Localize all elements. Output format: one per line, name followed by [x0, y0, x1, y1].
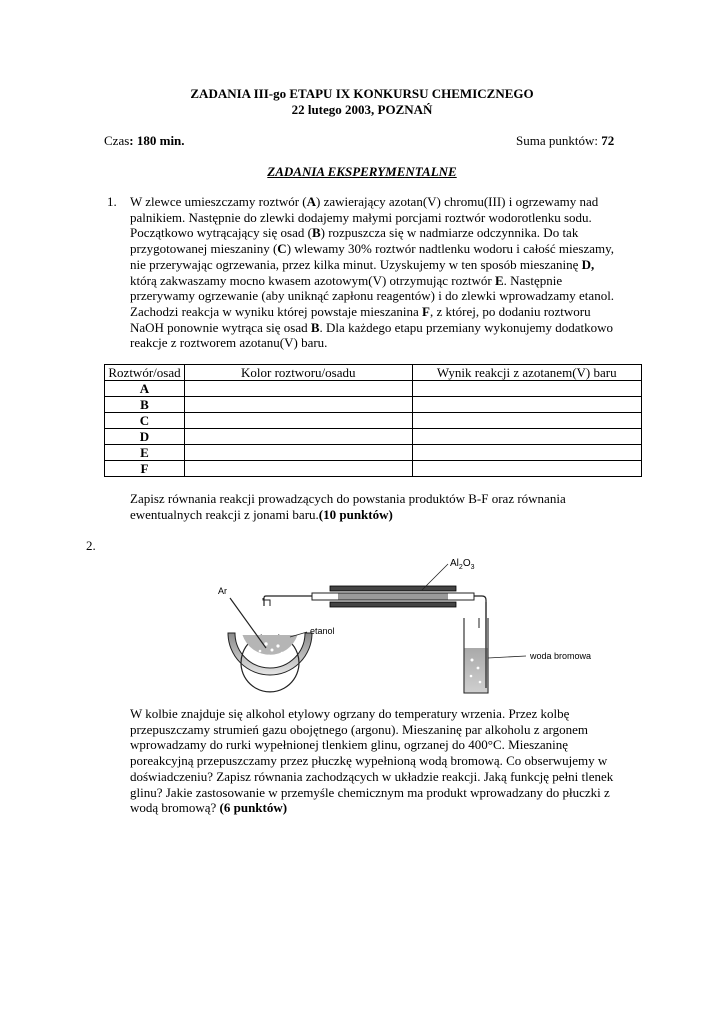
- heater-top: [330, 586, 456, 591]
- bubble: [477, 667, 480, 670]
- bubble: [470, 675, 473, 678]
- task1-line-4: przygotowanej mieszaniny (C) wlewamy 30% roztwór nadtlenku wodoru i całość mieszamy,: [130, 241, 614, 257]
- ethanol-liquid: [243, 635, 298, 655]
- wash-bottle: [464, 602, 488, 693]
- table-header-cell: Kolor roztworu/osadu: [184, 365, 412, 381]
- time-info: [104, 133, 185, 149]
- document-title: ZADANIA III-go ETAPU IX KONKURSU CHEMICZNEGO: [190, 86, 534, 101]
- task1-line-9: NaOH ponownie wytrąca się osad B. Dla każdego etapu przemiany wykonujemy dodatkowo: [130, 319, 614, 335]
- table-header-cell: Roztwór/osad: [105, 365, 185, 381]
- row-label: F: [105, 461, 185, 477]
- task1-line-7: przerywamy ogrzewanie (aby uniknąć zapłonu reagentów) i do zlewki wprowadzamy etanol.: [130, 288, 615, 304]
- apparatus-diagram: [200, 548, 610, 700]
- task1-line-2: palnikiem. Następnie do zlewki dodajemy małymi porcjami roztwór wodorotlenku sodu.: [130, 209, 592, 225]
- task2-line-6: glinu? Jakie zastosowanie w przemyśle chemicznym ma produkt wprowadzany do płuczki z: [130, 784, 610, 800]
- table-row: [105, 413, 642, 429]
- bubble: [281, 652, 284, 655]
- bubble: [259, 650, 262, 653]
- task1-instruction-text: ewentualnych reakcji z jonami baru.: [130, 506, 319, 522]
- section-title: ZADANIA EKSPERYMENTALNE: [267, 164, 457, 179]
- color-cell[interactable]: [184, 381, 412, 397]
- task1-instruction-line-2: [130, 507, 639, 523]
- task2-last-text: wodą bromową?: [130, 800, 217, 816]
- task1-instruction-line-1: Zapisz równania reakcji prowadzących do powstania produktów B-F oraz równania: [130, 491, 566, 506]
- task1-instruction: [130, 491, 639, 522]
- task1-line-5: nie przerywając ogrzewania, przez kilka minut. Uzyskujemy w ten sposób mieszaninę D,: [130, 256, 595, 272]
- task2-line-1: W kolbie znajduje się alkohol etylowy ogrzany do temperatury wrzenia. Przez kolbę: [130, 706, 570, 721]
- outlet-tube: [264, 596, 312, 606]
- bubble: [264, 642, 267, 645]
- task2-points: (6 punktów): [219, 800, 288, 816]
- color-cell[interactable]: [184, 413, 412, 429]
- table-row: [105, 445, 642, 461]
- table-row: [105, 461, 642, 477]
- task2-line-5: doświadczeniu? Zapisz równania zachodzących w układzie reakcji. Jaką funkcję pełni tlenek: [130, 768, 614, 784]
- label-al2o3: $Al_2O_3$: [450, 558, 475, 571]
- color-cell[interactable]: [184, 445, 412, 461]
- results-table: [104, 364, 642, 477]
- result-cell[interactable]: [412, 429, 642, 445]
- row-label: D: [105, 429, 185, 445]
- task1-text: [130, 194, 639, 351]
- bubble: [471, 659, 474, 662]
- task1-line-3: Początkowo wytrącający się osad (B) rozpuszcza się w nadmiarze odczynnika. Do tak: [130, 225, 579, 241]
- row-label: E: [105, 445, 185, 461]
- bubble: [268, 655, 271, 658]
- task1-points: (10 punktów): [318, 506, 393, 522]
- table-row: [105, 381, 642, 397]
- label-etanol: etanol: [310, 626, 335, 636]
- task2-line-2: przepuszczamy strumień gazu obojętnego (argonu). Mieszaninę par alkoholu z argonem: [130, 721, 588, 737]
- task1-line-6: którą zakwaszamy mocno kwasem azotowym(V) otrzymując roztwór E. Następnie: [130, 272, 563, 288]
- color-cell[interactable]: [184, 429, 412, 445]
- color-cell[interactable]: [184, 397, 412, 413]
- points-label: Suma punktów:: [516, 133, 602, 148]
- alumina-packing: [338, 594, 448, 600]
- result-cell[interactable]: [412, 397, 642, 413]
- bromine-water: [465, 648, 488, 693]
- task1-line-8: Zachodzi reakcja w wyniku której powstaje mieszanina F, z której, po dodaniu roztworu: [130, 303, 591, 319]
- result-cell[interactable]: [412, 445, 642, 461]
- task1-number: 1.: [107, 194, 117, 209]
- table-row: [105, 397, 642, 413]
- label-woda-bromowa: woda bromowa: [530, 651, 592, 661]
- task2-line-4: poreakcyjną przepuszczamy przez płuczkę wypełnioną wodą bromową. Co obserwujemy w: [130, 753, 608, 769]
- points-value: 72: [601, 133, 615, 148]
- row-label: A: [105, 381, 185, 397]
- task2-text: [130, 706, 639, 816]
- result-cell[interactable]: [412, 381, 642, 397]
- heater-bottom: [330, 602, 456, 607]
- result-cell[interactable]: [412, 413, 642, 429]
- table-header-cell: Wynik reakcji z azotanem(V) baru: [412, 365, 642, 381]
- time-label: Czas: [104, 133, 130, 148]
- color-cell[interactable]: [184, 461, 412, 477]
- task1-line-1: W zlewce umieszczamy roztwór (A) zawierający azotan(V) chromu(III) i ogrzewamy nad: [130, 194, 599, 209]
- table-row: [105, 429, 642, 445]
- bubble: [479, 681, 482, 684]
- row-label: C: [105, 413, 185, 429]
- points-info: [516, 133, 614, 149]
- alumina-tube: [312, 586, 474, 607]
- time-value: : 180 min.: [129, 133, 185, 148]
- document-date: 22 lutego 2003, POZNAŃ: [291, 102, 433, 117]
- table-header-row: [105, 365, 642, 381]
- row-label: B: [105, 397, 185, 413]
- task2-line-3: wprowadzamy do rurki wypełnionej tlenkiem glinu, ogrzanej do 400°C. Mieszaninę: [130, 737, 569, 753]
- bubble: [276, 644, 279, 647]
- task2-number: 2.: [86, 538, 96, 553]
- bubble: [271, 649, 274, 652]
- result-cell[interactable]: [412, 461, 642, 477]
- label-ar: Ar: [218, 586, 227, 596]
- task2-line-7: [130, 800, 639, 816]
- task1-line-10: reakcje z roztworem azotanu(V) baru.: [130, 335, 328, 351]
